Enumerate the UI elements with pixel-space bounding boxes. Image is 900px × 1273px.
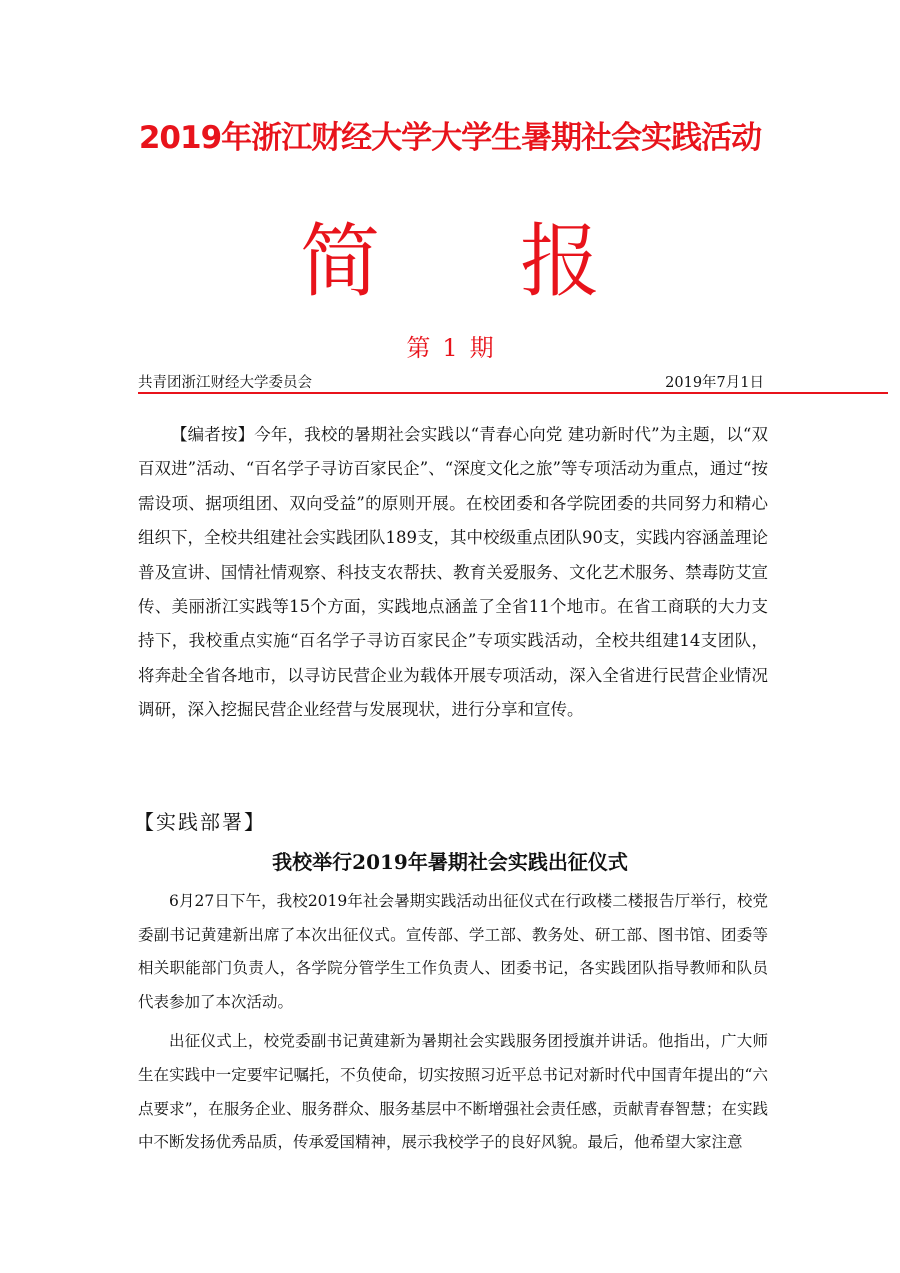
publisher-row xyxy=(138,371,764,392)
bulletin-header-title: 2019年浙江财经大学大学生暑期社会实践活动 xyxy=(138,120,762,156)
article-body xyxy=(138,885,768,1166)
masthead-char-2: 报 xyxy=(520,215,600,308)
issue-prefix: 第 xyxy=(406,334,431,362)
masthead-char-1: 简 xyxy=(300,215,380,308)
publisher-name: 共青团浙江财经大学委员会 xyxy=(138,375,312,391)
header-divider xyxy=(138,392,888,394)
section-heading: 【实践部署】 xyxy=(134,810,266,834)
bulletin-masthead xyxy=(0,212,900,312)
issue-value: 1 xyxy=(442,334,458,362)
article-paragraph: 6月27日下午，我校2019年社会暑期实践活动出征仪式在行政楼二楼报告厅举行，校党委副书记黄建新出席了本次出征仪式。宣传部、学工部、教务处、研工部、图书馆、团委等相关职能部门负责人，各学院分管学生工作负责人、团委书记，各实践团队指导教师和队员代表参加了本次活动。 xyxy=(138,892,768,1011)
issue-number xyxy=(0,328,900,363)
article-title: 我校举行2019年暑期社会实践出征仪式 xyxy=(272,850,628,874)
issue-suffix: 期 xyxy=(469,334,494,362)
publish-date: 2019年7月1日 xyxy=(665,375,764,391)
editor-note: 【编者按】今年，我校的暑期社会实践以“青春心向党 建功新时代”为主题，以“双百双进”活动、“百名学子寻访百家民企”、“深度文化之旅”等专项活动为重点，通过“按需设项、据项组团、双向受益”的原则开展。在校团委和各学院团委的共同努力和精心组织下，全校共组建社会实践团队189支，其中校级重点团队90支，实践内容涵盖理论普及宣讲、国情社情观察、科技支农帮扶、教育关爱服务、文化艺术服务、禁毒防艾宣传、美丽浙江实践等15个方面，实践地点涵盖了全省11个地市。在省工商联的大力支持下，我校重点实施“百名学子寻访百家民企”专项实践活动，全校共组建14支团队，将奔赴全省各地市，以寻访民营企业为载体开展专项活动，深入全省进行民营企业情况调研，深入挖掘民营企业经营与发展现状，进行分享和宣传。 xyxy=(138,425,768,720)
article-paragraph: 出征仪式上，校党委副书记黄建新为暑期社会实践服务团授旗并讲话。他指出，广大师生在实践中一定要牢记嘱托，不负使命，切实按照习近平总书记对新时代中国青年提出的“六点要求”，在服务企业、服务群众、服务基层中不断增强社会责任感，贡献青春智慧；在实践中不断发扬优秀品质，传承爱国精神，展示我校学子的良好风貌。最后，他希望大家注意 xyxy=(138,1032,768,1152)
